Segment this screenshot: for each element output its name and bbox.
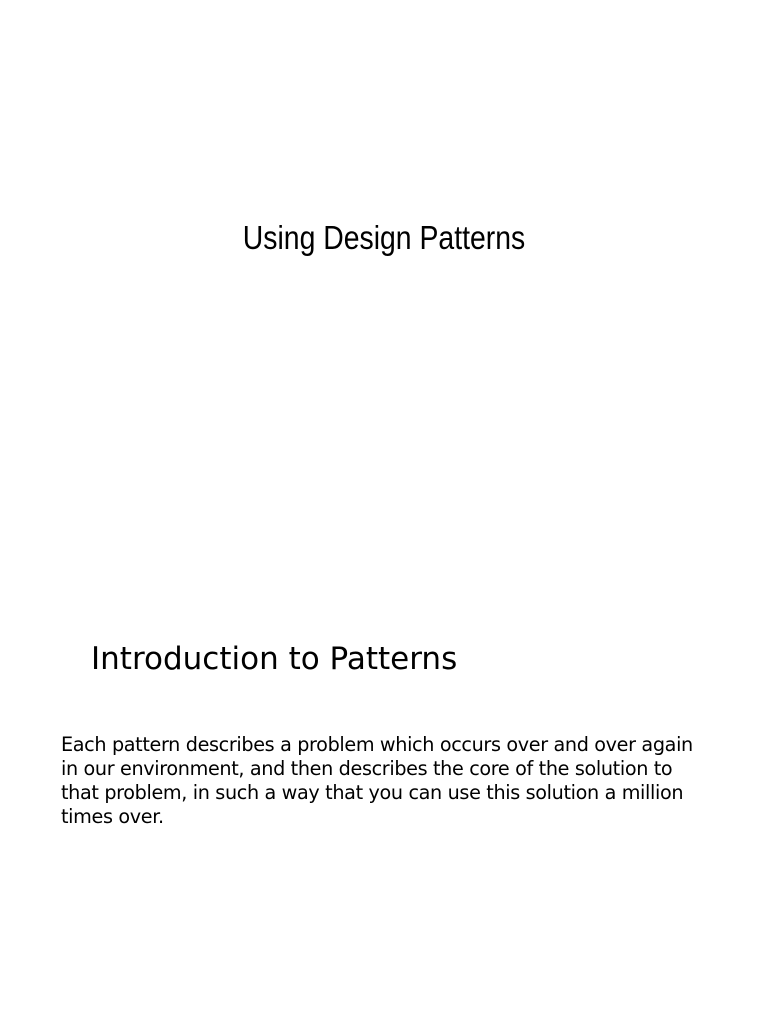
section-heading: Introduction to Patterns	[91, 641, 458, 677]
page-title: Using Design Patterns	[242, 219, 526, 256]
body-paragraph: Each pattern describes a problem which occurs over and over again in our environment, and then describes the core of the solution to that problem, in such a way that you can use this solution a million times over.	[61, 733, 693, 828]
